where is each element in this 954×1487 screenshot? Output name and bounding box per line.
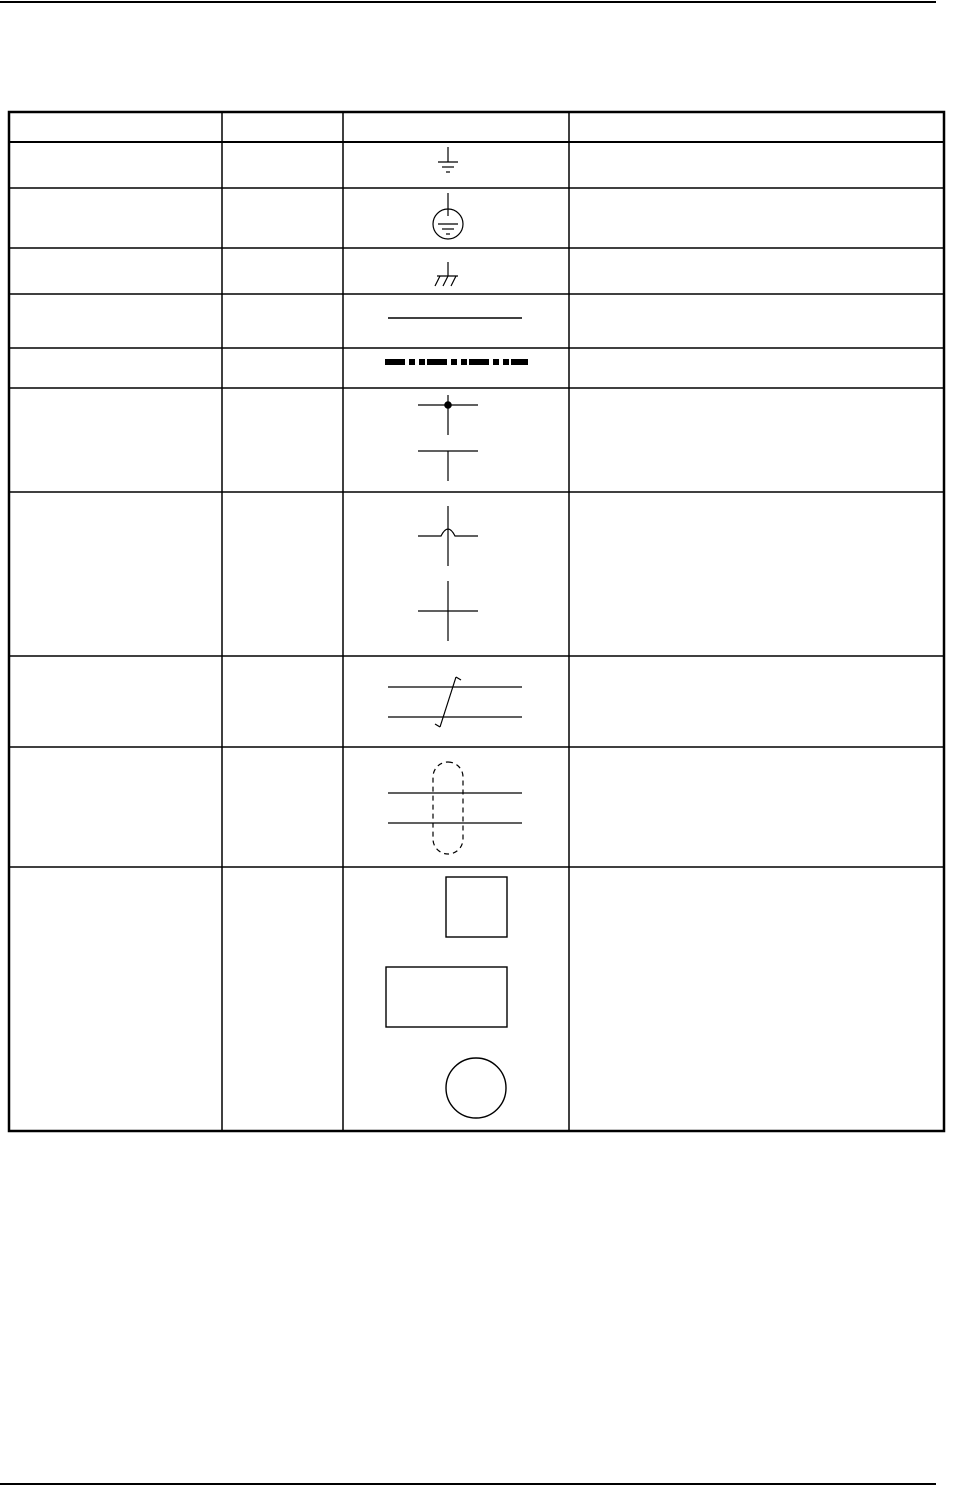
- crossing-wires-icon: [418, 506, 478, 641]
- chassis-ground-icon: [435, 262, 458, 286]
- ground-icon: [438, 147, 458, 172]
- dash-dot-line-icon: [385, 359, 528, 365]
- twisted-pair-icon: [388, 677, 522, 727]
- component-outline-icon: [386, 877, 507, 1118]
- protective-earth-icon: [433, 193, 463, 239]
- shielded-cable-icon: [388, 762, 522, 854]
- connected-junction-icon: [418, 395, 478, 481]
- table-frame: [9, 112, 944, 1131]
- footer-rule: [0, 1483, 936, 1485]
